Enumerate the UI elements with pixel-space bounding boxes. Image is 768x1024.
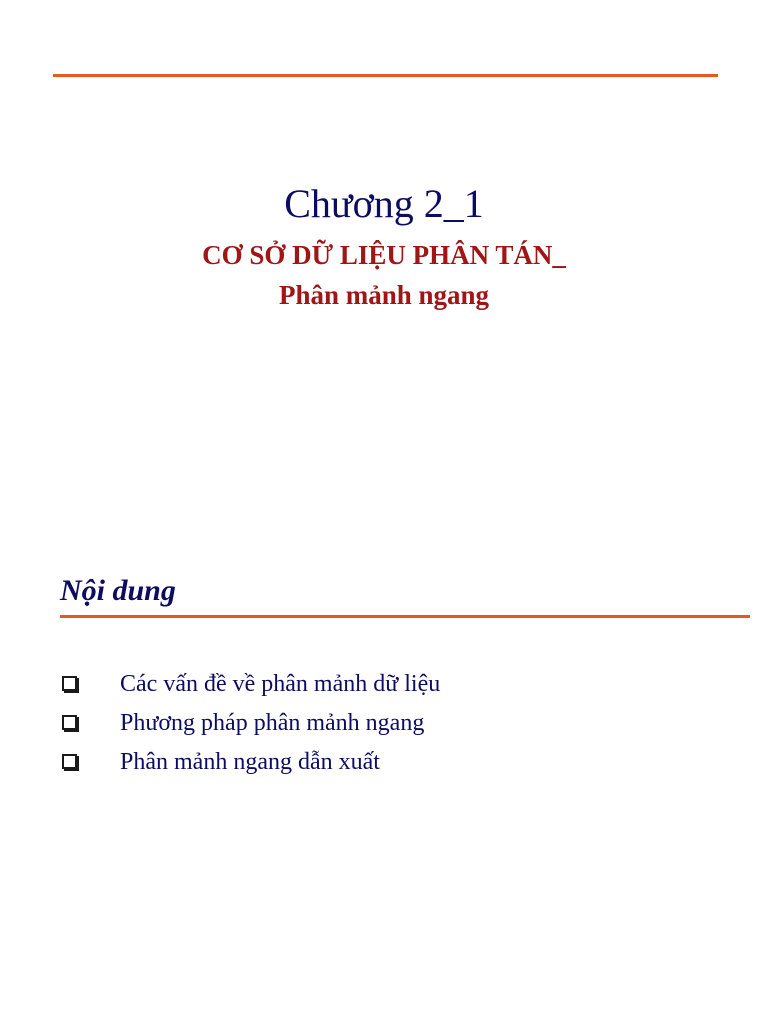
- chapter-subtitle-line1: CƠ SỞ DỮ LIỆU PHÂN TÁN_: [202, 240, 566, 270]
- checkbox-bullet-icon: [62, 676, 77, 691]
- list-item-text: Các vấn đề về phân mảnh dữ liệu: [120, 670, 441, 697]
- list-item-text: Phương pháp phân mảnh ngang: [120, 709, 425, 736]
- checkbox-bullet-icon: [62, 754, 77, 769]
- chapter-subtitle-line2: Phân mảnh ngang: [278, 280, 490, 310]
- list-item: [62, 703, 440, 742]
- content-list: [62, 664, 440, 781]
- checkbox-bullet-icon: [62, 715, 77, 730]
- chapter-title: Chương 2_1: [284, 181, 484, 226]
- top-divider: [53, 74, 718, 77]
- section-heading: Nội dung: [60, 574, 176, 607]
- list-item: [62, 742, 440, 781]
- list-item-text: Phân mảnh ngang dẫn xuất: [120, 748, 380, 775]
- section-divider: [60, 615, 750, 618]
- list-item: [62, 664, 440, 703]
